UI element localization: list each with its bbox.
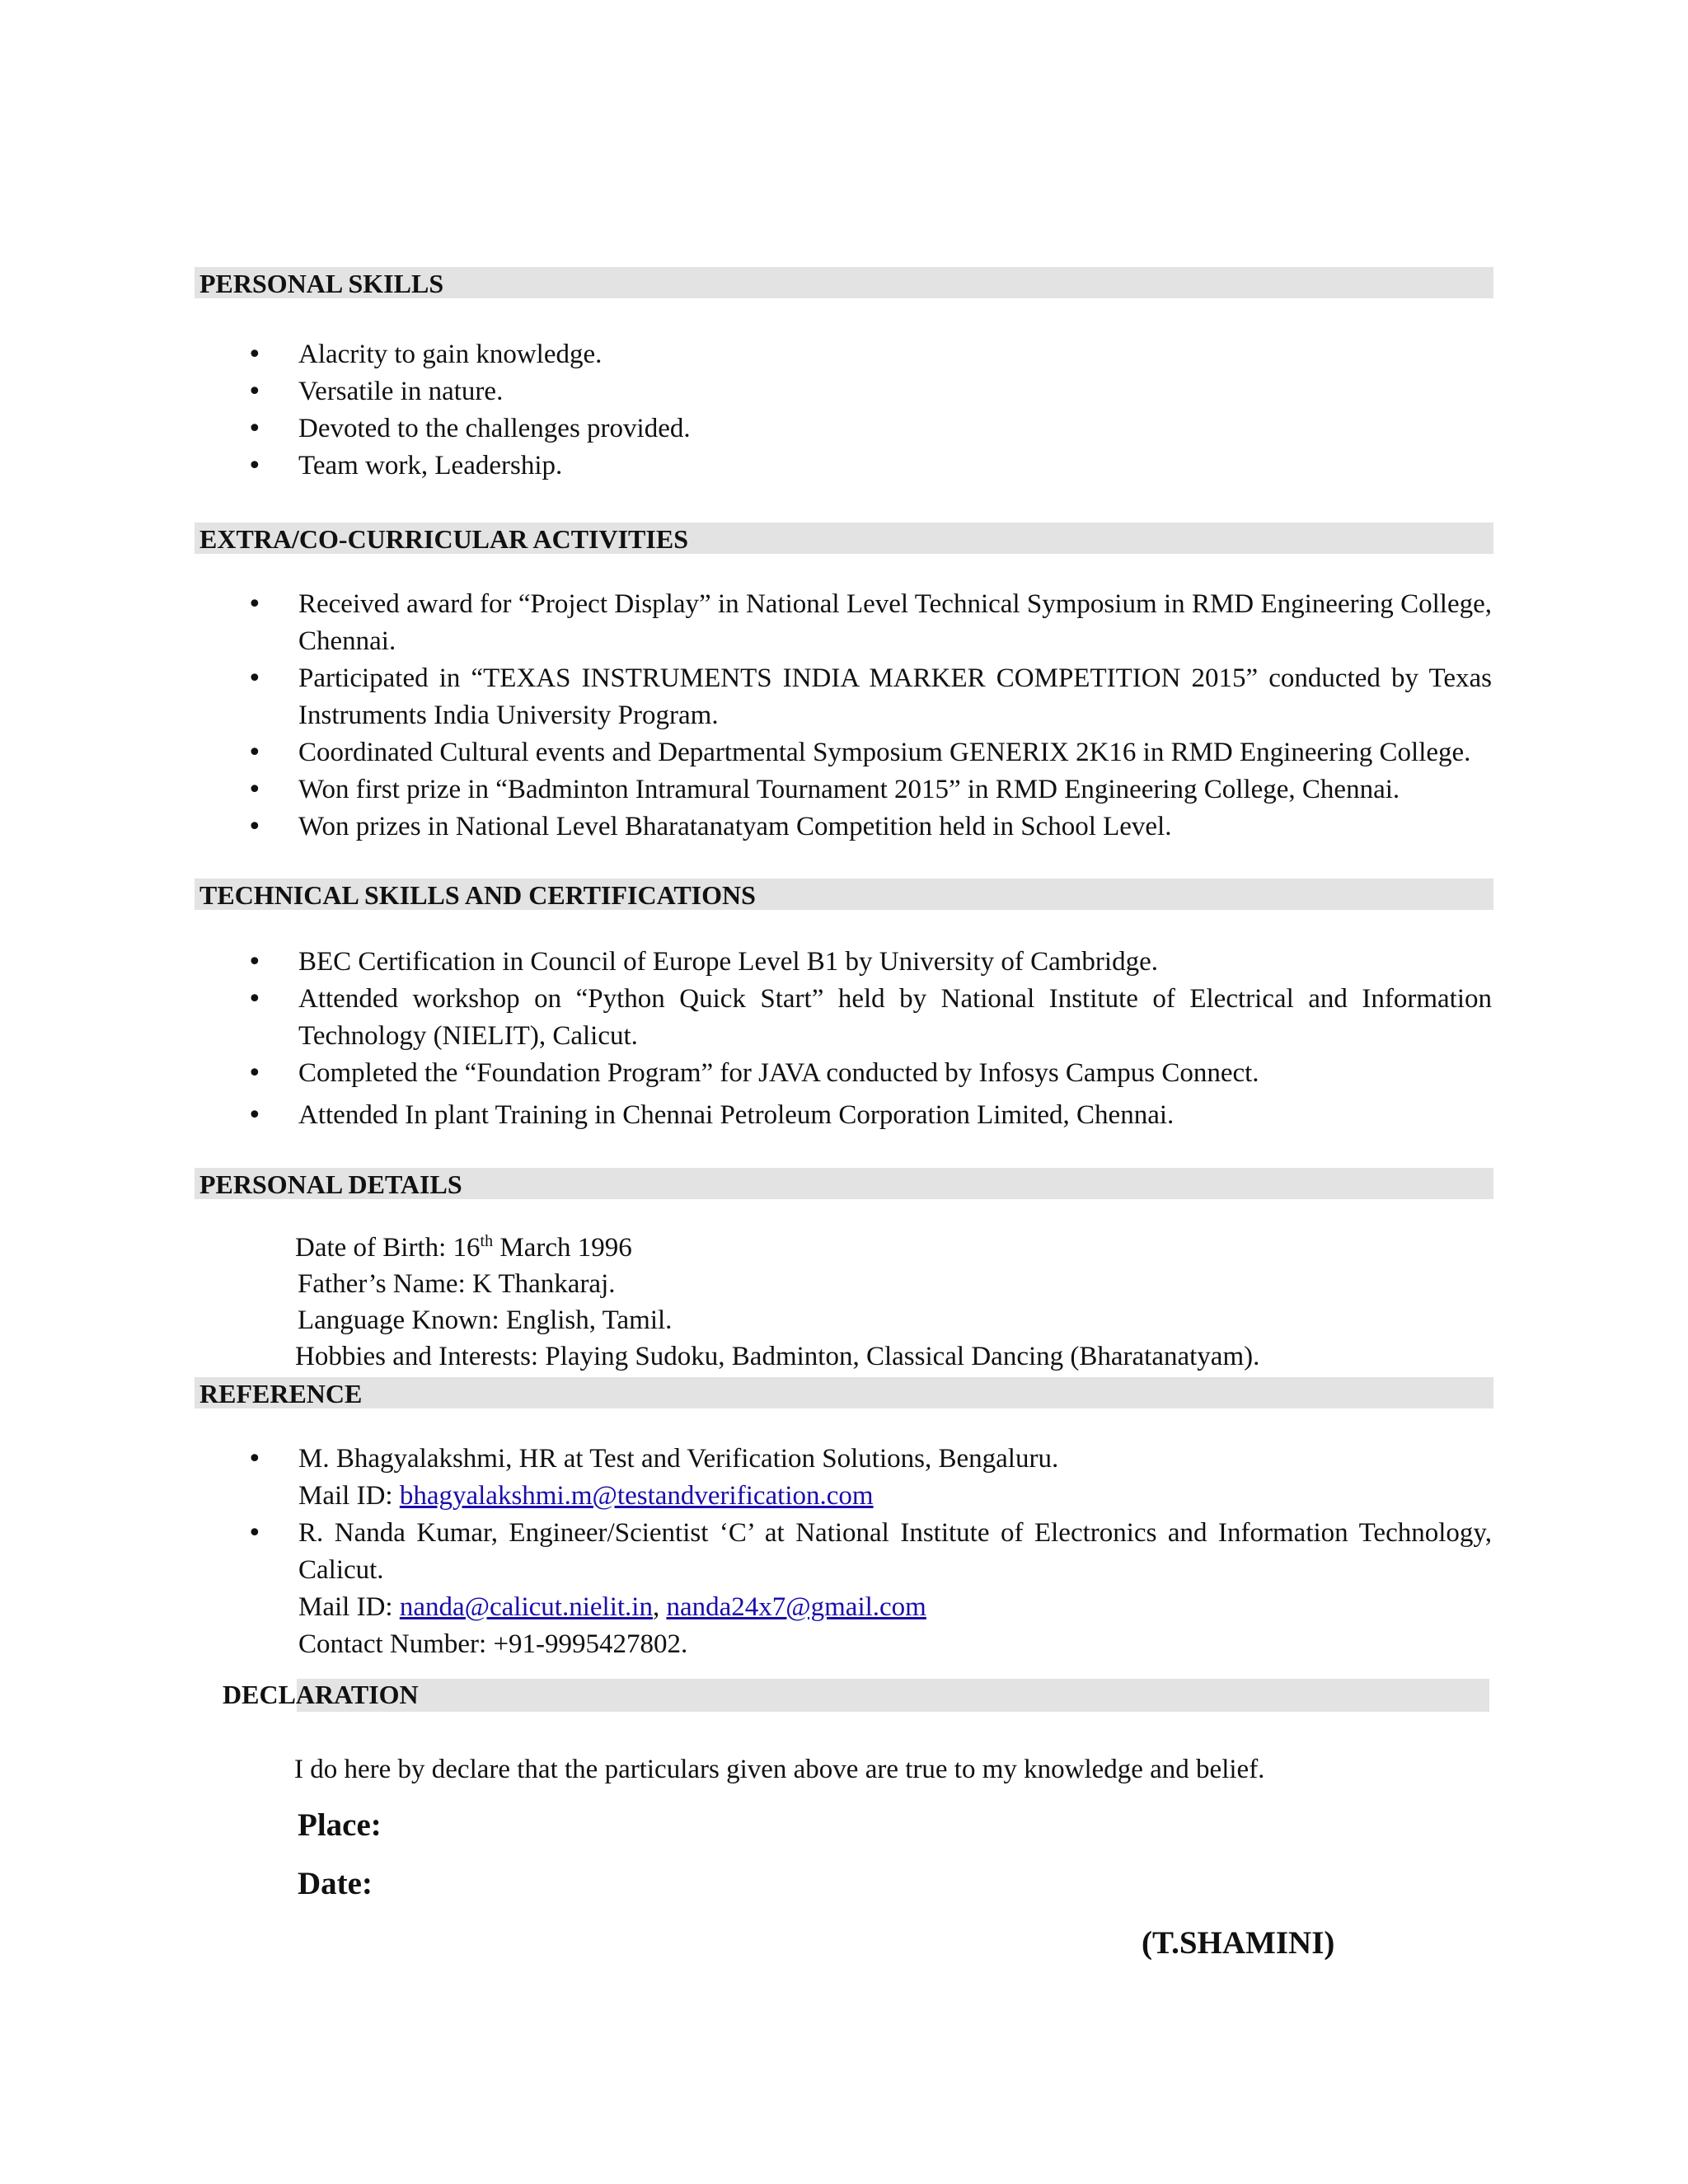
languages-known: Language Known: English, Tamil. <box>298 1305 673 1335</box>
section-header-declaration: DECLARATION <box>223 1680 419 1709</box>
list-item: • Versatile in nature. <box>247 373 1492 410</box>
list-item: • Participated in “TEXAS INSTRUMENTS INDIA MARKER COMPETITION 2015” conducted by Texas Instruments India University Program. <box>247 660 1492 734</box>
list-item: • Coordinated Cultural events and Departmental Symposium GENERIX 2K16 in RMD Engineering College. <box>247 734 1492 771</box>
date-of-birth <box>295 1230 1490 1266</box>
reference-mail-line <box>298 1478 1492 1515</box>
section-title: PERSONAL DETAILS <box>199 1169 462 1199</box>
list-item: • Team work, Leadership. <box>247 448 1492 485</box>
section-header-personal-skills <box>195 267 1493 298</box>
list-item: • Won prizes in National Level Bharatanatyam Competition held in School Level. <box>247 808 1492 846</box>
extra-curricular-list <box>247 586 1492 846</box>
hobbies: Hobbies and Interests: Playing Sudoku, Badminton, Classical Dancing (Bharatanatyam). <box>295 1342 1260 1371</box>
reference-name: • M. Bhagyalakshmi, HR at Test and Verification Solutions, Bengaluru. <box>298 1444 1059 1474</box>
reference-list <box>247 1441 1492 1663</box>
email-link[interactable]: nanda@calicut.nielit.in <box>399 1592 653 1622</box>
section-header-personal-details <box>195 1168 1493 1199</box>
father-name: Father’s Name: K Thankaraj. <box>298 1269 616 1299</box>
dob-text: Date of Birth: 16 <box>295 1233 481 1263</box>
personal-details-block <box>295 1230 1490 1375</box>
section-header-extra-curricular <box>195 523 1493 554</box>
email-link[interactable]: bhagyalakshmi.m@testandverification.com <box>399 1481 874 1511</box>
list-item: • Completed the “Foundation Program” for JAVA conducted by Infosys Campus Connect. <box>247 1055 1492 1092</box>
section-title: TECHNICAL SKILLS AND CERTIFICATIONS <box>199 880 756 910</box>
dob-ordinal: th <box>480 1232 494 1250</box>
personal-skills-list <box>247 336 1492 485</box>
mail-label: Mail ID: <box>298 1481 400 1511</box>
list-item: • Alacrity to gain knowledge. <box>247 336 1492 373</box>
mail-separator: , <box>652 1592 667 1622</box>
list-item: • Won first prize in “Badminton Intramural Tournament 2015” in RMD Engineering College, Chennai. <box>247 771 1492 808</box>
section-header-technical-skills <box>195 879 1493 910</box>
section-header-reference <box>195 1377 1493 1408</box>
reference-mail-line <box>298 1589 1492 1626</box>
reference-name: • R. Nanda Kumar, Engineer/Scientist ‘C’ at National Institute of Electronics and Information Technology, Calicut. <box>298 1518 1492 1585</box>
contact-number: Contact Number: +91-9995427802. <box>298 1629 688 1659</box>
list-item: • Devoted to the challenges provided. <box>247 410 1492 448</box>
section-title: PERSONAL SKILLS <box>199 269 444 298</box>
place-label: Place: <box>298 1807 382 1843</box>
list-item: • BEC Certification in Council of Europe Level B1 by University of Cambridge. <box>247 944 1492 981</box>
reference-item <box>247 1515 1492 1663</box>
reference-item <box>247 1441 1492 1515</box>
list-item: • Attended In plant Training in Chennai Petroleum Corporation Limited, Chennai. <box>247 1097 1492 1134</box>
list-item: • Attended workshop on “Python Quick Start” held by National Institute of Electrical and Information Technology (NIELIT), Calicut. <box>247 981 1492 1055</box>
declaration-text: I do here by declare that the particulars given above are true to my knowledge and belief. <box>294 1755 1265 1784</box>
technical-skills-list <box>247 944 1492 1134</box>
list-item: • Received award for “Project Display” in National Level Technical Symposium in RMD Engineering College, Chennai. <box>247 586 1492 660</box>
signature-name: (T.SHAMINI) <box>1142 1925 1335 1961</box>
email-link[interactable]: nanda24x7@gmail.com <box>666 1592 926 1622</box>
section-title: REFERENCE <box>199 1379 363 1408</box>
declaration-header-bar <box>297 1679 1489 1712</box>
section-title: EXTRA/CO-CURRICULAR ACTIVITIES <box>199 524 688 554</box>
mail-label: Mail ID: <box>298 1592 400 1622</box>
dob-month-year: March 1996 <box>493 1233 632 1263</box>
date-label: Date: <box>298 1866 373 1901</box>
